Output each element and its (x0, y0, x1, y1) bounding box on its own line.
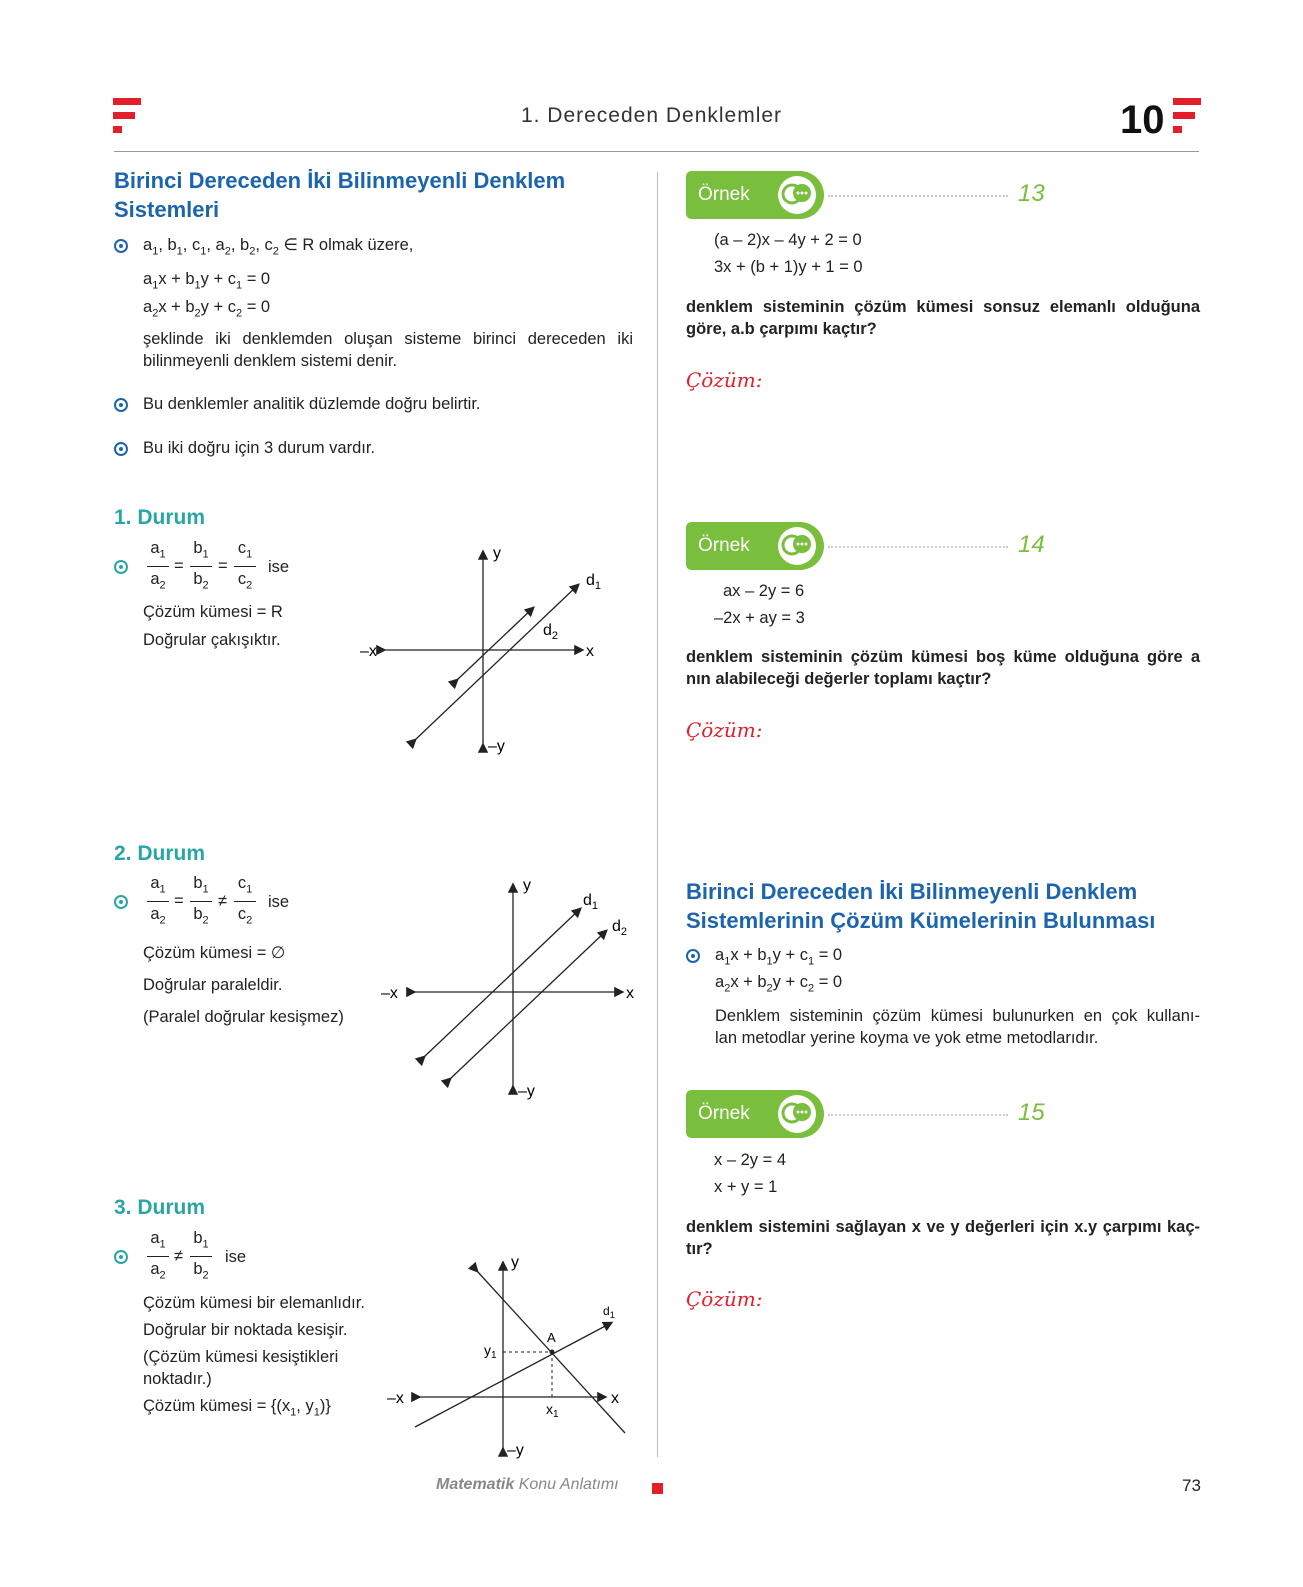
line-label-d1: $d_1$ (586, 572, 602, 592)
speech-bubble-icon (778, 1095, 816, 1133)
dotted-leader (828, 1114, 1008, 1116)
example-15-eq-1: x – 2y = 4 (714, 1151, 787, 1169)
example-14-eq-2: –2x + ay = 3 (714, 609, 805, 627)
bullet-icon (114, 1250, 128, 1264)
speech-bubble-icon (778, 176, 816, 214)
fraction-b1-b2: $b_1$ $b_2$ (190, 872, 212, 932)
axis-label-y: y (493, 545, 501, 562)
footer-square-icon (652, 1483, 663, 1494)
case-2-title: 2. Durum (114, 842, 206, 865)
equation-1: $a_1x + b_1y + c_1 = 0$ (715, 946, 843, 968)
footer-series-name: Konu Anlatımı (518, 1476, 619, 1493)
axis-label-x: x (611, 1390, 619, 1407)
method-text-2: lan metodlar yerine koyma ve yok etme metodlarıdır. (715, 1029, 1099, 1047)
equation-1: $a_1x + b_1y + c_1 = 0$ (143, 270, 271, 292)
definition-line-1: şeklinde iki denklemden oluşan sisteme birinci dereceden iki (143, 330, 633, 348)
example-13-question-2: göre, a.b çarpımı kaçtır? (686, 320, 877, 338)
example-14-question-1: denklem sisteminin çözüm kümesi boş küme olduğuna göre a (686, 648, 1200, 666)
example-14-number: 14 (1018, 531, 1045, 558)
case-2-solution: Çözüm kümesi = ∅ (143, 944, 286, 962)
example-14-badge: Örnek (686, 522, 824, 570)
point-label-y1: $y_1$ (484, 1342, 497, 1361)
intro-text: $a_1$, $b_1$, $c_1$, $a_2$, $b_2$, $c_2$ ∈ R olmak üzere, (143, 236, 414, 258)
case-3-note-2: noktadır.) (143, 1370, 212, 1388)
line-label-d2: $d_2$ (543, 622, 559, 642)
fraction-c1-c2: $c_1$ $c_2$ (234, 537, 256, 597)
equals-sign: = (174, 892, 184, 910)
axis-label-neg-y: –y (518, 1083, 535, 1100)
axis-label-x: x (586, 643, 594, 660)
page-number: 73 (1182, 1476, 1201, 1495)
example-14-eq-1: ax – 2y = 6 (723, 582, 805, 600)
section-title-line-1: Birinci Dereceden İki Bilinmeyenli Denklem (114, 168, 566, 193)
bullet-icon (114, 895, 128, 909)
example-14-question-2: nın alabileceği değerler toplamı kaçtır? (686, 670, 992, 688)
point-label-a: A (547, 1330, 556, 1345)
axis-label-neg-y: –y (507, 1442, 524, 1459)
fraction-b1-b2: $b_1$ $b_2$ (190, 1227, 212, 1287)
example-15-question-2: tır? (686, 1240, 713, 1258)
section-title-line-2: Sistemleri (114, 197, 220, 222)
example-13-number: 13 (1018, 180, 1045, 207)
chapter-title: 1. Dereceden Denklemler (520, 104, 783, 127)
axis-label-neg-x: –x (360, 643, 377, 660)
bullet-text-analytic: Bu denklemler analitik düzlemde doğru belirtir. (143, 395, 481, 413)
header-divider (114, 151, 1199, 152)
not-equal-sign: ≠ (174, 1247, 184, 1265)
example-15-solution-label: Çözüm: (686, 1287, 763, 1311)
line-label-d2: $d_2$ (612, 918, 628, 938)
fraction-a1-a2: $a_1$ $a_2$ (147, 1227, 169, 1287)
example-14-solution-label: Çözüm: (686, 718, 763, 742)
footer-subject: Matematik (436, 1476, 515, 1493)
example-15-eq-2: x + y = 1 (714, 1178, 778, 1196)
axis-label-neg-x: –x (381, 985, 398, 1002)
example-13-question-1: denklem sisteminin çözüm kümesi sonsuz elemanlı olduğuna (686, 298, 1200, 316)
fraction-c1-c2: $c_1$ $c_2$ (234, 872, 256, 932)
chapter-number: 10 (1120, 98, 1165, 142)
equals-sign: = (174, 557, 184, 575)
case-1-description: Doğrular çakışıktır. (143, 631, 281, 649)
case-3-title: 3. Durum (114, 1196, 206, 1219)
axis-label-neg-x: –x (387, 1390, 404, 1407)
example-15-badge: Örnek (686, 1090, 824, 1138)
ise-label: ise (225, 1248, 247, 1266)
axis-label-x: x (626, 985, 634, 1002)
axis-label-neg-y: –y (488, 738, 505, 755)
dotted-leader (828, 195, 1008, 197)
not-equal-sign: ≠ (218, 892, 228, 910)
case-3-description: Doğrular bir noktada kesişir. (143, 1321, 348, 1339)
bullet-icon (114, 560, 128, 574)
case-1-solution: Çözüm kümesi = R (143, 603, 283, 621)
example-13-eq-1: (a – 2)x – 4y + 2 = 0 (714, 231, 862, 249)
equation-2: $a_2x + b_2y + c_2 = 0$ (715, 973, 843, 995)
axis-label-y: y (511, 1255, 519, 1271)
point-label-x1: $x_1$ (546, 1401, 559, 1420)
case-3-note-1: (Çözüm kümesi kesiştikleri (143, 1348, 339, 1366)
example-13-eq-2: 3x + (b + 1)y + 1 = 0 (714, 258, 863, 276)
dotted-leader (828, 546, 1008, 548)
ise-label: ise (268, 893, 290, 911)
line-label-d1: $d_1$ (583, 892, 599, 912)
bullet-icon (114, 239, 128, 253)
fraction-a1-a2: $a_1$ $a_2$ (147, 537, 169, 597)
definition-line-2: bilinmeyenli denklem sistemi denir. (143, 352, 398, 370)
case-1-graph (350, 540, 630, 760)
bullet-text-cases: Bu iki doğru için 3 durum vardır. (143, 439, 376, 457)
bullet-icon (686, 949, 700, 963)
speech-bubble-icon (778, 527, 816, 565)
fraction-b1-b2: $b_1$ $b_2$ (190, 537, 212, 597)
section-2-title-line-1: Birinci Dereceden İki Bilinmeyenli Denklem (686, 879, 1138, 904)
line-label-d1: $d_1$ (603, 1304, 615, 1320)
equals-sign: = (218, 557, 228, 575)
case-3-solution: Çözüm kümesi bir elemanlıdır. (143, 1294, 365, 1312)
bullet-icon (114, 442, 128, 456)
method-text-1: Denklem sisteminin çözüm kümesi bulunurken en çok kullanı- (715, 1007, 1200, 1025)
case-2-description: Doğrular paraleldir. (143, 976, 283, 994)
case-2-graph (380, 875, 650, 1105)
case-3-graph (385, 1255, 650, 1460)
section-2-title-line-2: Sistemlerinin Çözüm Kümelerinin Bulunması (686, 908, 1156, 933)
footer-series (436, 1476, 619, 1494)
example-13-badge: Örnek (686, 171, 824, 219)
bullet-icon (114, 398, 128, 412)
axis-label-y: y (523, 877, 531, 894)
fraction-a1-a2: $a_1$ $a_2$ (147, 872, 169, 932)
example-13-solution-label: Çözüm: (686, 368, 763, 392)
case-3-solution-set: Çözüm kümesi = {($x_1$, $y_1$)} (143, 1397, 331, 1419)
ise-label: ise (268, 558, 290, 576)
equation-2: $a_2x + b_2y + c_2 = 0$ (143, 298, 271, 320)
case-1-title: 1. Durum (114, 506, 206, 529)
column-divider (657, 172, 658, 1457)
case-2-note: (Paralel doğrular kesişmez) (143, 1008, 344, 1026)
example-15-number: 15 (1018, 1099, 1045, 1126)
example-15-question-1: denklem sistemini sağlayan x ve y değerleri için x.y çarpımı kaç- (686, 1218, 1200, 1236)
